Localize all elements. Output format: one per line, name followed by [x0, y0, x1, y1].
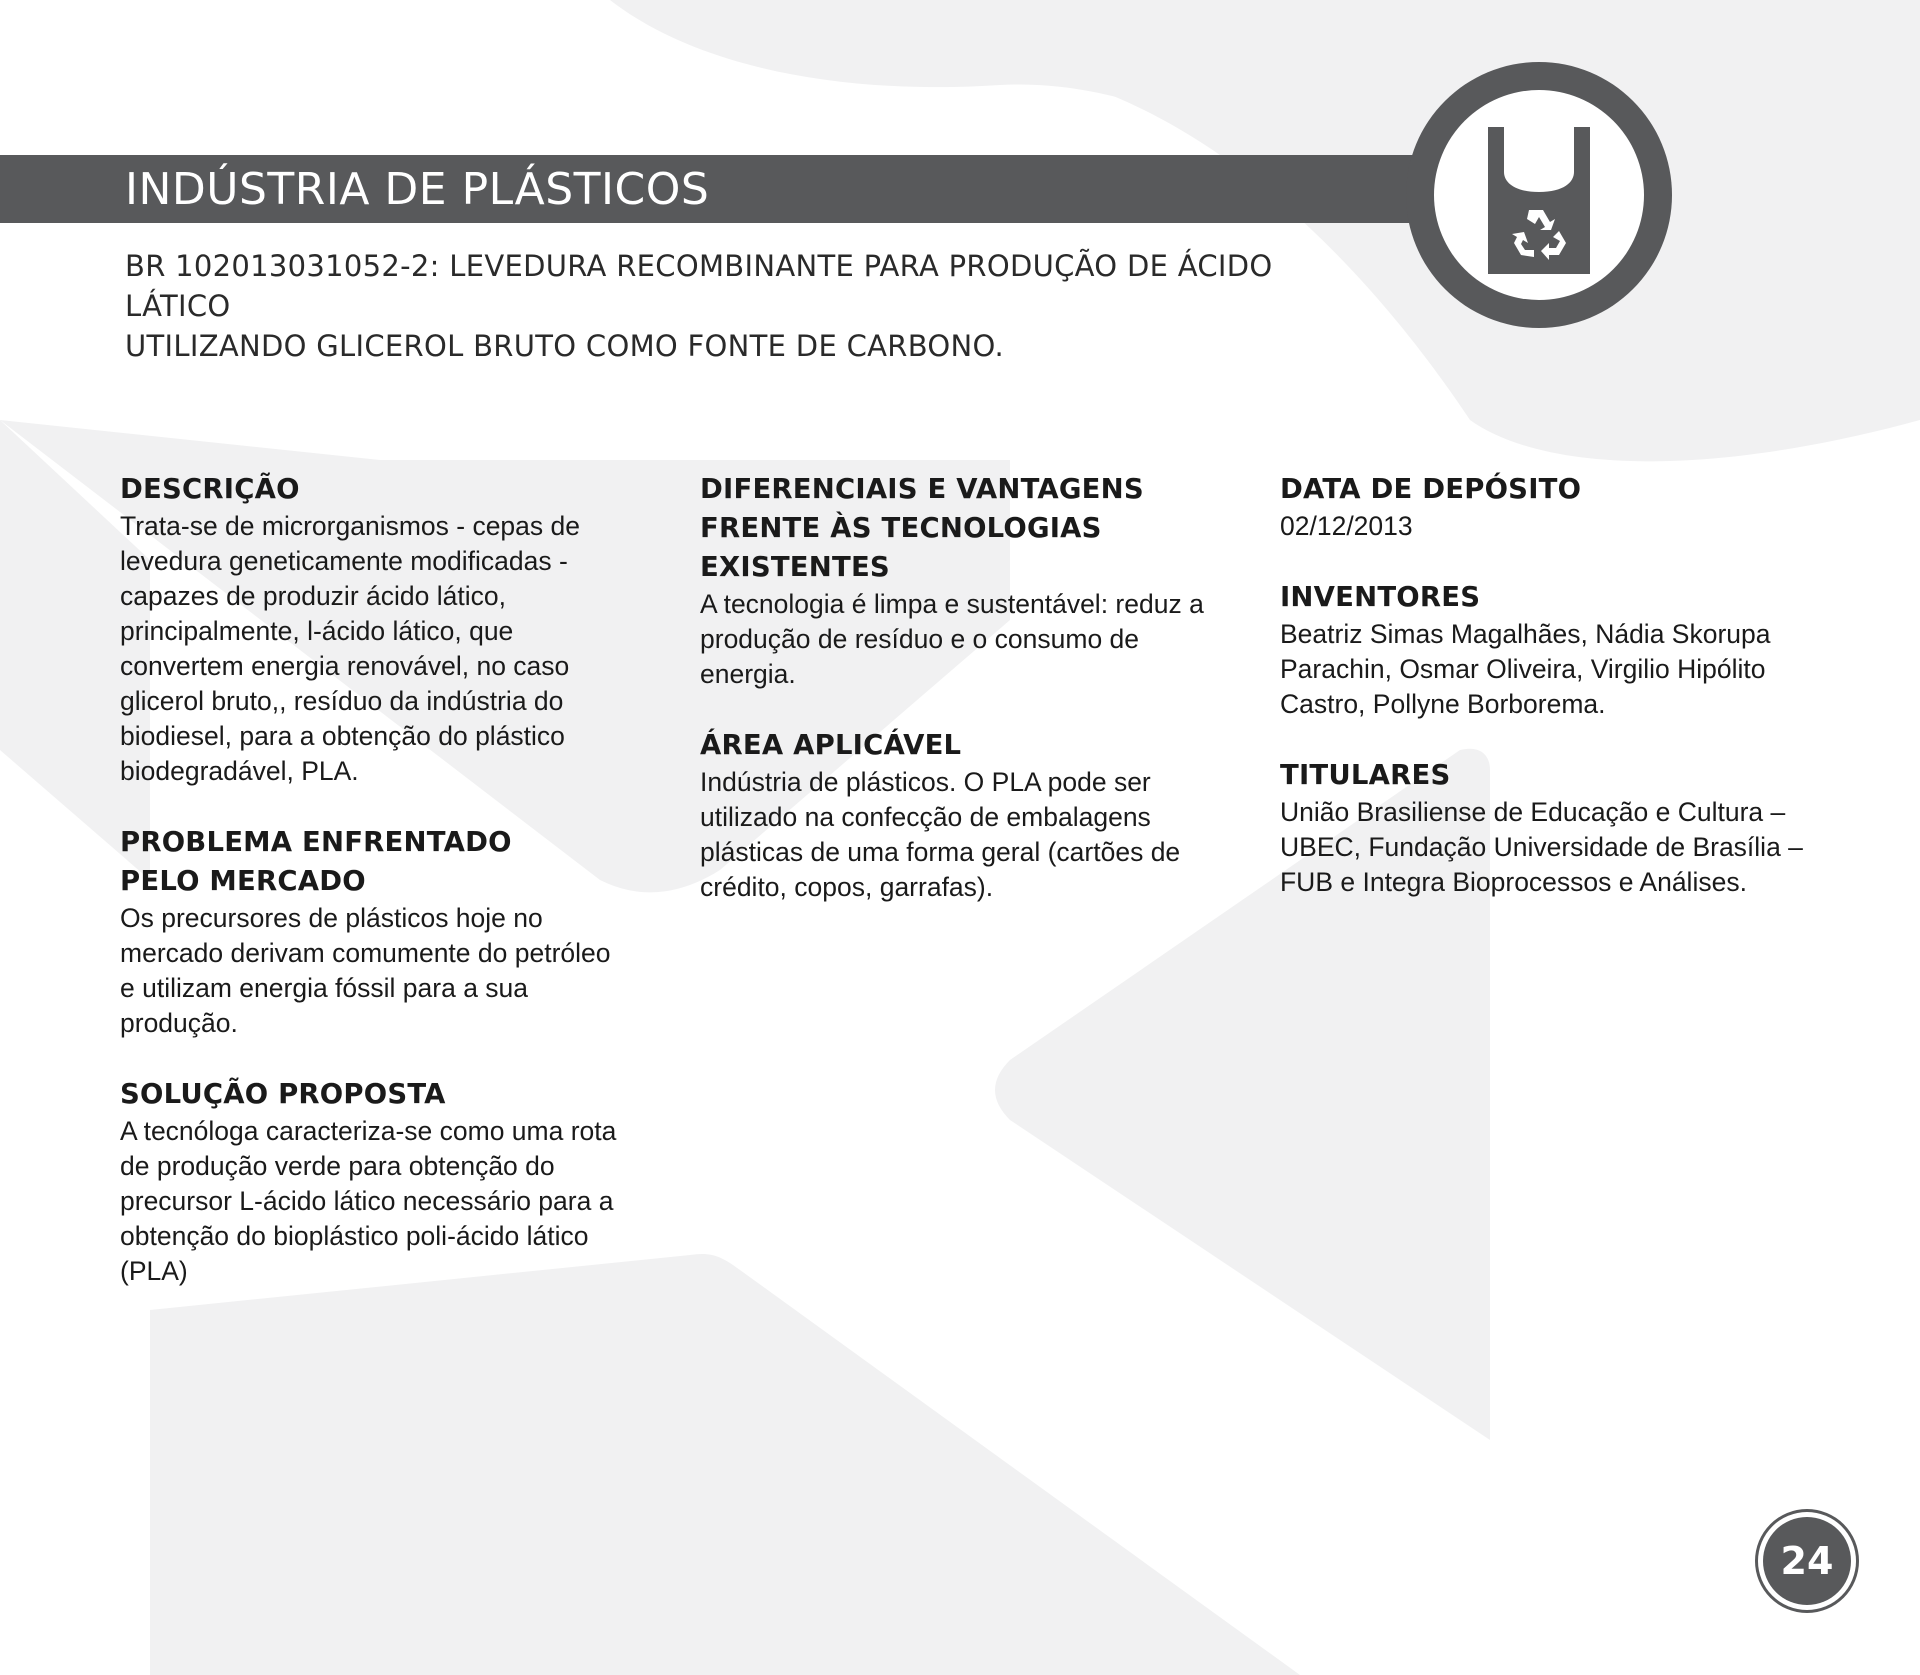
text-line: Os precursores de plásticos hoje no — [120, 903, 543, 933]
section-area-aplicavel — [700, 726, 1240, 905]
section-problema — [120, 823, 660, 1041]
patent-subtitle-line-2: UTILIZANDO GLICEROL BRUTO COMO FONTE DE CARBONO. — [125, 329, 1004, 363]
section-body — [120, 901, 660, 1041]
text-line: Parachin, Osmar Oliveira, Virgilio Hipólito — [1280, 654, 1766, 684]
section-data-deposito — [1280, 470, 1840, 544]
text-line: precursor L-ácido lático necessário para a — [120, 1186, 614, 1216]
section-heading: ÁREA APLICÁVEL — [700, 729, 962, 761]
section-solucao — [120, 1075, 660, 1289]
text-line: crédito, copos, garrafas). — [700, 872, 994, 902]
text-line: (PLA) — [120, 1256, 188, 1286]
section-body — [120, 509, 660, 789]
section-descricao — [120, 470, 660, 789]
text-line: energia. — [700, 659, 796, 689]
text-line: A tecnóloga caracteriza-se como uma rota — [120, 1116, 617, 1146]
text-line: utilizado na confecção de embalagens — [700, 802, 1151, 832]
section-heading: INVENTORES — [1280, 581, 1481, 613]
section-heading: TITULARES — [1280, 759, 1451, 791]
section-body — [1280, 795, 1840, 900]
text-line: e utilizam energia fóssil para a sua — [120, 973, 529, 1003]
section-heading: DIFERENCIAIS E VANTAGENS FRENTE ÀS TECNOLOGIAS EXISTENTES — [700, 473, 1144, 583]
text-line: biodiesel, para a obtenção do plástico — [120, 721, 565, 751]
deposit-date: 02/12/2013 — [1280, 511, 1413, 541]
page-title: INDÚSTRIA DE PLÁSTICOS — [125, 164, 710, 215]
text-line: convertem energia renovável, no caso — [120, 651, 570, 681]
column-right — [1280, 470, 1840, 934]
text-line: glicerol bruto,, resíduo da indústria do — [120, 686, 564, 716]
section-body — [120, 1114, 660, 1289]
plastic-bag-recycle-icon — [1404, 60, 1674, 330]
text-line: União Brasiliense de Educação e Cultura – — [1280, 797, 1786, 827]
text-line: plásticas de uma forma geral (cartões de — [700, 837, 1181, 867]
text-line: A tecnologia é limpa e sustentável: reduz a — [700, 589, 1204, 619]
section-diferenciais — [700, 470, 1240, 692]
section-heading: SOLUÇÃO PROPOSTA — [120, 1078, 446, 1110]
text-line: mercado derivam comumente do petróleo — [120, 938, 611, 968]
section-heading: DESCRIÇÃO — [120, 473, 300, 505]
text-line: biodegradável, PLA. — [120, 756, 359, 786]
text-line: FUB e Integra Bioprocessos e Análises. — [1280, 867, 1747, 897]
section-inventores — [1280, 578, 1840, 722]
column-middle — [700, 470, 1240, 939]
text-line: UBEC, Fundação Universidade de Brasília – — [1280, 832, 1803, 862]
section-body — [700, 765, 1240, 905]
text-line: Indústria de plásticos. O PLA pode ser — [700, 767, 1151, 797]
text-line: levedura geneticamente modificadas - — [120, 546, 568, 576]
text-line: obtenção do bioplástico poli-ácido lático — [120, 1221, 589, 1251]
section-body — [1280, 509, 1840, 544]
page-number: 24 — [1763, 1517, 1851, 1605]
text-line: produção. — [120, 1008, 238, 1038]
patent-subtitle-line-1: BR 102013031052-2: LEVEDURA RECOMBINANTE PARA PRODUÇÃO DE ÁCIDO LÁTICO — [125, 249, 1273, 323]
text-line: Castro, Pollyne Borborema. — [1280, 689, 1606, 719]
text-line: Trata-se de microrganismos - cepas de — [120, 511, 580, 541]
patent-subtitle — [125, 246, 1385, 366]
text-line: capazes de produzir ácido lático, — [120, 581, 506, 611]
text-line: principalmente, l-ácido lático, que — [120, 616, 514, 646]
section-heading: PROBLEMA ENFRENTADO PELO MERCADO — [120, 826, 512, 897]
column-left — [120, 470, 660, 1323]
section-heading: DATA DE DEPÓSITO — [1280, 473, 1582, 505]
text-line: Beatriz Simas Magalhães, Nádia Skorupa — [1280, 619, 1771, 649]
text-line: produção de resíduo e o consumo de — [700, 624, 1140, 654]
section-body — [1280, 617, 1840, 722]
section-body — [700, 587, 1240, 692]
section-titulares — [1280, 756, 1840, 900]
text-line: de produção verde para obtenção do — [120, 1151, 555, 1181]
